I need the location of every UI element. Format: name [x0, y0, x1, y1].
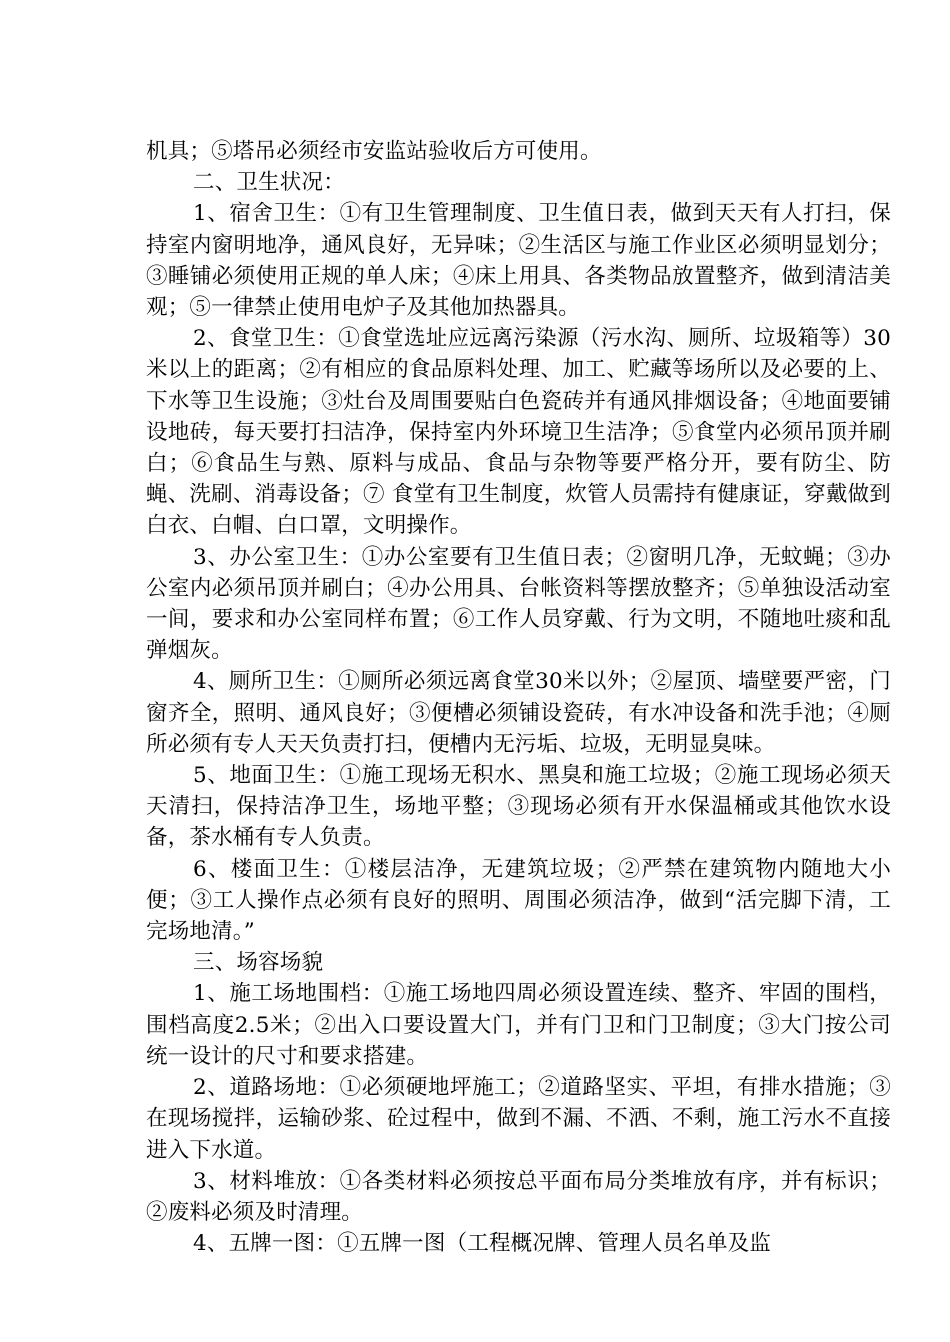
- paragraph-road-site: 2、道路场地：①必须硬地坪施工；②道路坚实、平坦，有排水措施；③在现场搅拌，运输砂浆、砼过程中，做到不漏、不洒、不剩，施工污水不直接进入下水道。: [146, 1075, 891, 1163]
- paragraph-dormitory-hygiene: 1、宿舍卫生：①有卫生管理制度、卫生值日表，做到天天有人打扫，保持室内窗明地净，通风良好，无异味；②生活区与施工作业区必须明显划分；③睡铺必须使用正规的单人床；④床上用具、各类物品放置整齐，做到清洁美观；⑤一律禁止使用电炉子及其他加热器具。: [146, 201, 891, 321]
- paragraph-site-enclosure: 1、施工场地围档：①施工场地四周必须设置连续、整齐、牢固的围档，围档高度2.5米；②出入口要设置大门，并有门卫和门卫制度；③大门按公司统一设计的尺寸和要求搭建。: [146, 981, 891, 1069]
- paragraph-toilet-hygiene: 4、厕所卫生：①厕所必须远离食堂30米以外；②屋顶、墙壁要严密，门窗齐全，照明、通风良好；③便槽必须铺设瓷砖，有水冲设备和洗手池；④厕所必须有专人天天负责打扫，便槽内无污垢、垃圾，无明显臭味。: [146, 669, 891, 757]
- paragraph-ground-hygiene: 5、地面卫生：①施工现场无积水、黑臭和施工垃圾；②施工现场必须天天清扫，保持洁净卫生，场地平整；③现场必须有开水保温桶或其他饮水设备，茶水桶有专人负责。: [146, 763, 891, 851]
- paragraph-floor-hygiene: 6、楼面卫生：①楼层洁净，无建筑垃圾；②严禁在建筑物内随地大小便；③工人操作点必须有良好的照明、周围必须洁净，做到“活完脚下清，工完场地清。”: [146, 856, 891, 945]
- section-heading-site-appearance: 三、场容场貌: [193, 950, 324, 976]
- paragraph-office-hygiene: 3、办公室卫生：①办公室要有卫生值日表；②窗明几净，无蚊蝇；③办公室内必须吊顶并刷白；④办公用具、台帐资料等摆放整齐；⑤单独设活动室一间，要求和办公室同样布置；⑥工作人员穿戴、行为文明，不随地吐痰和乱弹烟灰。: [146, 544, 891, 664]
- paragraph-machinery-tail: 机具；⑤塔吊必须经市安监站验收后方可使用。: [146, 139, 602, 164]
- document-page: [146, 136, 891, 1259]
- paragraph-five-boards-one-map: 4、五牌一图：①五牌一图（工程概况牌、管理人员名单及监: [193, 1231, 772, 1257]
- paragraph-canteen-hygiene: 2、食堂卫生：①食堂选址应远离污染源（污水沟、厕所、垃圾箱等）30米以上的距离；②有相应的食品原料处理、加工、贮藏等场所以及必要的上、下水等卫生设施；③灶台及周围要贴白色瓷砖并有通风排烟设备；④地面要铺设地砖，每天要打扫洁净，保持室内外环境卫生洁净；⑤食堂内必须吊顶并刷白；⑥食品生与熟、原料与成品、食品与杂物等要严格分开，要有防尘、防蝇、洗刷、消毒设备；⑦ 食堂有卫生制度，炊管人员需持有健康证，穿戴做到白衣、白帽、白口罩，文明操作。: [146, 326, 891, 539]
- paragraph-material-stacking: 3、材料堆放：①各类材料必须按总平面布局分类堆放有序，并有标识；②废料必须及时清理。: [146, 1168, 891, 1225]
- section-heading-hygiene: 二、卫生状况：: [193, 170, 345, 196]
